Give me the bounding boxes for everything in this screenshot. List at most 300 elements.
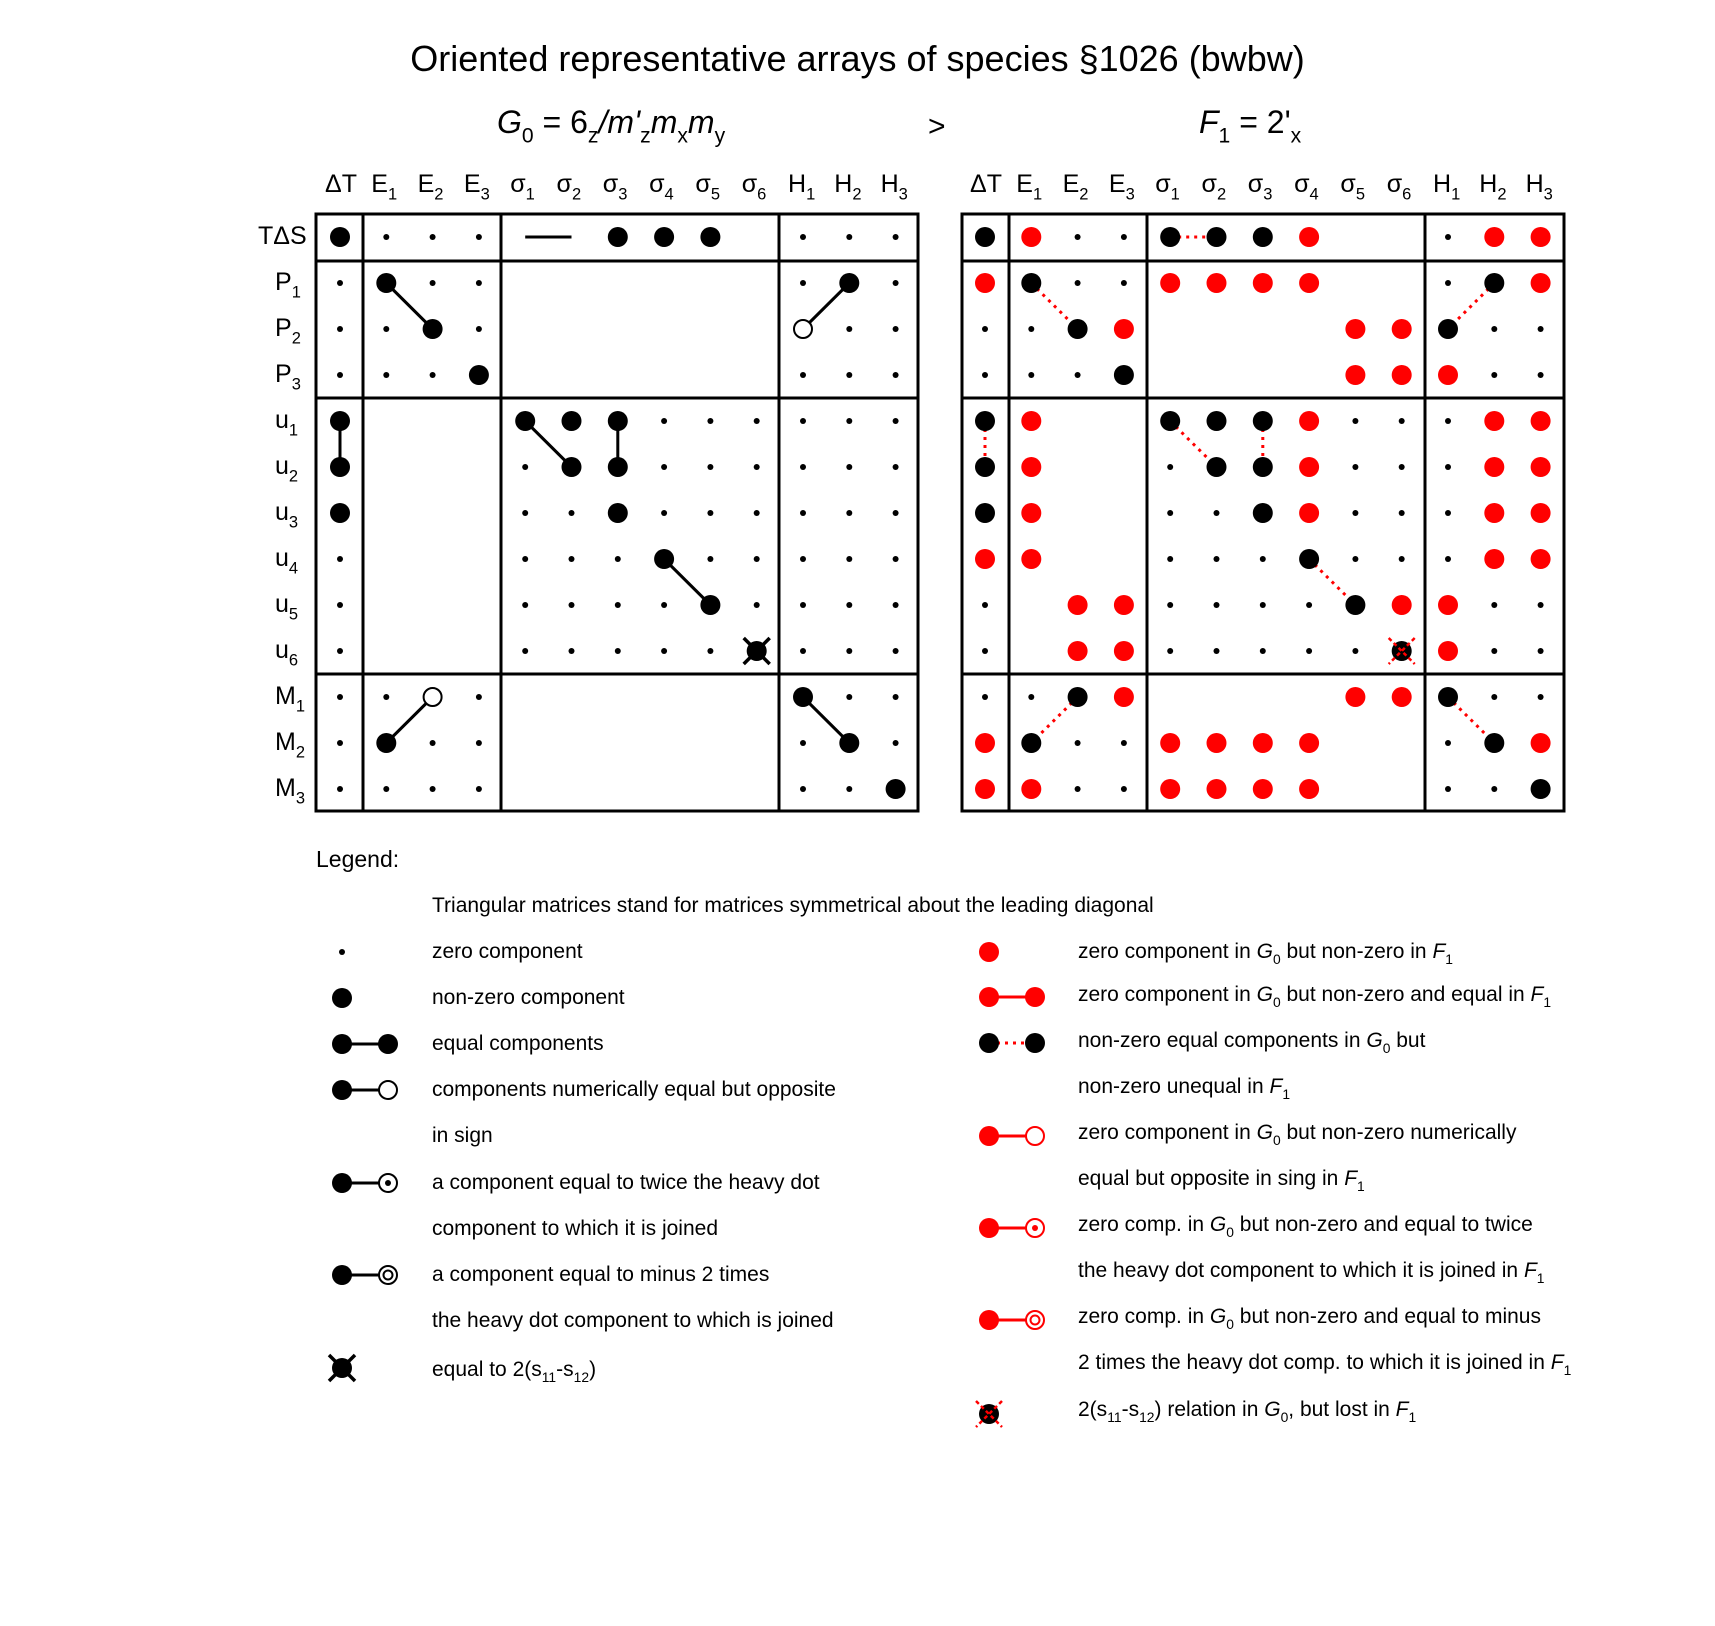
right-cell-7-8 [1352,556,1358,562]
legend-left-5-0: a component equal to minus 2 times [432,1263,770,1286]
left-cell-1-1 [376,273,396,293]
legend-right-5a: zero comp. in $G_0$ but non-zero and equal to twice [1078,1213,1533,1241]
right-cell-11-2 [1075,740,1081,746]
right-cell-6-0 [975,503,995,523]
left-cell-6-6 [608,503,628,523]
right-col-label-6: $\sigma_3$ [1247,170,1273,204]
left-cell-6-7 [661,510,667,516]
right-cell-11-10 [1445,740,1451,746]
right-cell-6-7 [1299,503,1319,523]
left-cell-4-12 [893,418,899,424]
right-cell-12-6 [1253,779,1273,799]
right-cell-10-0 [982,694,988,700]
legend-twice-dot [332,1173,352,1193]
right-cell-6-8 [1352,510,1358,516]
left-cell-12-11 [846,786,852,792]
left-cell-8-6 [615,602,621,608]
left-cell-3-1 [383,372,389,378]
right-cell-6-11 [1484,503,1504,523]
left-cell-5-12 [893,464,899,470]
legend-heavy-dot [332,988,352,1008]
legend-right-6a: zero comp. in $G_0$ but non-zero and equal to minus [1078,1305,1541,1333]
right-cell-10-11 [1491,694,1497,700]
right-cell-7-6 [1260,556,1266,562]
legend-red-equal-dot-b [1025,987,1045,1007]
left-cell-1-0 [337,280,343,286]
legend-red-x-dot [976,1401,1002,1427]
left-cell-12-3 [476,786,482,792]
left-cell-11-12 [893,740,899,746]
row-label-2: $P_2$ [275,314,301,348]
left-cell-11-11 [839,733,859,753]
legend-note: Triangular matrices stand for matrices symmetrical about the leading diagonal [432,894,1154,917]
left-cell-7-8 [707,556,713,562]
left-cell-8-9 [754,602,760,608]
right-cell-9-8 [1352,648,1358,654]
right-cell-7-4 [1167,556,1173,562]
left-cell-2-11 [846,326,852,332]
left-col-label-2: $E_2$ [417,170,444,204]
left-cell-6-9 [754,510,760,516]
right-cell-0-0 [975,227,995,247]
right-cell-7-0 [975,549,995,569]
legend-opposite-ring [379,1081,397,1099]
right-cell-9-4 [1167,648,1173,654]
right-cell-2-9 [1392,319,1412,339]
right-cell-9-7 [1306,648,1312,654]
left-col-label-5: $\sigma_2$ [556,170,582,204]
left-cell-6-10 [800,510,806,516]
left-cell-8-7 [661,602,667,608]
left-cell-12-1 [383,786,389,792]
right-cell-9-5 [1214,648,1220,654]
left-cell-4-8 [707,418,713,424]
left-cell-3-2 [430,372,436,378]
left-col-label-12: $H_3$ [880,170,908,204]
right-cell-9-6 [1260,648,1266,654]
left-cell-7-11 [846,556,852,562]
right-cell-2-3 [1114,319,1134,339]
left-cell-0-2 [430,234,436,240]
legend-red-minus2-ring [1026,1311,1044,1329]
left-heading: $G_0 = 6_z/m'_zm_xm_y$ [497,104,726,148]
right-cell-1-2 [1075,280,1081,286]
right-cell-12-7 [1299,779,1319,799]
left-cell-3-0 [337,372,343,378]
right-col-label-1: $E_1$ [1016,170,1043,204]
right-cell-2-0 [982,326,988,332]
right-cell-3-2 [1075,372,1081,378]
right-cell-7-7 [1299,549,1319,569]
left-cell-11-1 [376,733,396,753]
legend-right-4b: equal but opposite in sing in $F_1$ [1078,1167,1365,1195]
left-cell-10-2 [424,688,442,706]
right-cell-6-4 [1167,510,1173,516]
legend-right-7: $2(s_{11}-s_{12})$ relation in $G_0$, but lost in $F_1$ [1078,1398,1417,1426]
left-col-label-7: $\sigma_4$ [649,170,674,204]
right-cell-2-1 [1028,326,1034,332]
right-cell-6-6 [1253,503,1273,523]
row-label-9: $u_6$ [275,636,299,670]
legend-right-6b: 2 times the heavy dot comp. to which it is joined in $F_1$ [1078,1351,1572,1379]
left-col-label-8: $\sigma_5$ [695,170,721,204]
right-cell-1-7 [1299,273,1319,293]
left-cell-7-0 [337,556,343,562]
legend-left-3-1: in sign [432,1124,493,1147]
legend-red-twice-dot [979,1218,999,1238]
left-cell-7-9 [754,556,760,562]
right-cell-2-8 [1345,319,1365,339]
left-cell-2-1 [383,326,389,332]
right-col-label-0: ΔT [970,170,1002,198]
legend-minus2-dot [332,1265,352,1285]
right-cell-12-10 [1445,786,1451,792]
right-cell-12-1 [1021,779,1041,799]
right-cell-1-11 [1484,273,1504,293]
right-cell-5-0 [975,457,995,477]
right-cell-10-3 [1114,687,1134,707]
right-cell-12-2 [1075,786,1081,792]
left-cell-0-12 [893,234,899,240]
right-cell-10-1 [1028,694,1034,700]
left-col-label-3: $E_3$ [463,170,490,204]
right-cell-0-7 [1299,227,1319,247]
legend-red-opposite-ring [1026,1127,1044,1145]
left-col-label-4: $\sigma_1$ [510,170,535,204]
right-cell-11-6 [1253,733,1273,753]
left-cell-1-11 [839,273,859,293]
right-cell-4-12 [1531,411,1551,431]
right-cell-4-1 [1021,411,1041,431]
right-cell-5-10 [1445,464,1451,470]
right-cell-9-10 [1438,641,1458,661]
right-cell-1-1 [1021,273,1041,293]
left-cell-0-10 [800,234,806,240]
left-cell-5-9 [754,464,760,470]
right-col-label-5: $\sigma_2$ [1201,170,1227,204]
right-cell-12-12 [1531,779,1551,799]
right-cell-0-10 [1445,234,1451,240]
right-cell-3-10 [1438,365,1458,385]
right-cell-1-12 [1531,273,1551,293]
legend-right-1: zero component in $G_0$ but non-zero in $F_1$ [1078,940,1453,968]
left-cell-2-3 [476,326,482,332]
left-col-label-9: $\sigma_6$ [741,170,767,204]
left-cell-5-8 [707,464,713,470]
left-cell-5-10 [800,464,806,470]
left-cell-7-12 [893,556,899,562]
left-cell-7-10 [800,556,806,562]
left-col-label-10: $H_1$ [788,170,816,204]
right-cell-2-11 [1491,326,1497,332]
right-col-label-8: $\sigma_5$ [1340,170,1366,204]
right-cell-3-8 [1345,365,1365,385]
right-cell-12-11 [1491,786,1497,792]
left-cell-5-0 [330,457,350,477]
right-cell-1-6 [1253,273,1273,293]
right-cell-0-3 [1121,234,1127,240]
right-cell-4-10 [1445,418,1451,424]
right-cell-5-5 [1207,457,1227,477]
right-cell-2-2 [1068,319,1088,339]
left-cell-9-7 [661,648,667,654]
right-cell-4-11 [1484,411,1504,431]
legend-twice-ring [379,1174,397,1192]
right-cell-0-5 [1207,227,1227,247]
right-heading: $F_1 = 2'_x$ [1199,104,1302,148]
right-cell-12-0 [975,779,995,799]
legend-left-5-1: the heavy dot component to which is joined [432,1309,834,1332]
right-cell-7-12 [1531,549,1551,569]
row-label-5: $u_2$ [275,452,299,486]
legend-right-3b: non-zero unequal in $F_1$ [1078,1075,1291,1103]
left-cell-6-11 [846,510,852,516]
right-col-label-4: $\sigma_1$ [1155,170,1180,204]
right-cell-11-5 [1207,733,1227,753]
left-cell-4-5 [562,411,582,431]
right-col-label-3: $E_3$ [1108,170,1135,204]
left-cell-5-6 [608,457,628,477]
right-cell-9-2 [1068,641,1088,661]
right-cell-10-10 [1438,687,1458,707]
right-cell-6-10 [1445,510,1451,516]
left-cell-4-6 [608,411,628,431]
right-cell-9-12 [1538,648,1544,654]
left-cell-10-0 [337,694,343,700]
left-cell-7-6 [615,556,621,562]
right-col-label-2: $E_2$ [1062,170,1089,204]
left-cell-9-11 [846,648,852,654]
row-label-8: $u_5$ [275,590,299,624]
right-cell-4-8 [1352,418,1358,424]
right-cell-10-9 [1392,687,1412,707]
left-cell-4-7 [661,418,667,424]
row-label-10: $M_1$ [275,682,306,716]
legend-zero-dot [339,949,345,955]
right-cell-0-6 [1253,227,1273,247]
left-cell-0-6 [608,227,628,247]
row-label-0: TΔS [258,222,307,250]
row-label-3: $P_3$ [275,360,301,394]
right-cell-10-12 [1538,694,1544,700]
legend-equal-dot-b [378,1034,398,1054]
legend-minus2-ring [379,1266,397,1284]
right-cell-3-3 [1114,365,1134,385]
legend-left-2-0: equal components [432,1032,604,1055]
right-cell-6-9 [1399,510,1405,516]
left-cell-1-12 [893,280,899,286]
left-cell-6-0 [330,503,350,523]
right-cell-3-1 [1028,372,1034,378]
left-cell-9-9 [744,638,770,664]
comparison-symbol: > [928,110,946,143]
right-cell-5-11 [1484,457,1504,477]
right-cell-4-4 [1160,411,1180,431]
right-cell-4-5 [1207,411,1227,431]
left-cell-12-12 [886,779,906,799]
left-cell-4-9 [754,418,760,424]
right-cell-8-0 [982,602,988,608]
left-cell-0-0 [330,227,350,247]
legend-x-dot [329,1355,355,1381]
left-cell-8-8 [700,595,720,615]
legend-left-formula: equal to $2(s_{11}-s_{12})$ [432,1358,597,1386]
legend-right-2: zero component in $G_0$ but non-zero and equal in $F_1$ [1078,983,1552,1011]
left-cell-11-0 [337,740,343,746]
left-cell-4-0 [330,411,350,431]
left-col-label-1: $E_1$ [371,170,398,204]
row-label-1: $P_1$ [275,268,301,302]
left-cell-1-3 [476,280,482,286]
right-cell-11-4 [1160,733,1180,753]
left-cell-6-8 [707,510,713,516]
right-cell-8-2 [1068,595,1088,615]
legend-red-minus2-dot [979,1310,999,1330]
legend-dotted-dot-b [1025,1033,1045,1053]
left-cell-0-7 [654,227,674,247]
right-cell-1-4 [1160,273,1180,293]
row-label-12: $M_3$ [275,774,306,808]
right-cell-8-5 [1214,602,1220,608]
left-cell-5-11 [846,464,852,470]
legend-red-equal-dot-a [979,987,999,1007]
left-cell-9-5 [569,648,575,654]
legend-red-twice-ring [1026,1219,1044,1237]
legend-right-4a: zero component in $G_0$ but non-zero numerically [1078,1121,1517,1149]
left-cell-11-3 [476,740,482,746]
legend-dotted-dot-a [979,1033,999,1053]
right-cell-8-9 [1392,595,1412,615]
left-cell-8-12 [893,602,899,608]
left-cell-1-2 [430,280,436,286]
right-cell-8-10 [1438,595,1458,615]
right-cell-3-9 [1392,365,1412,385]
right-cell-4-0 [975,411,995,431]
right-col-label-9: $\sigma_6$ [1386,170,1412,204]
right-cell-8-6 [1260,602,1266,608]
right-cell-6-1 [1021,503,1041,523]
page-title: Oriented representative arrays of species §1026 (bwbw) [410,38,1305,79]
left-cell-3-12 [893,372,899,378]
left-cell-11-10 [800,740,806,746]
legend-red-opposite-dot [979,1126,999,1146]
right-cell-11-7 [1299,733,1319,753]
left-cell-9-10 [800,648,806,654]
left-cell-12-2 [430,786,436,792]
left-cell-2-0 [337,326,343,332]
left-cell-4-4 [515,411,535,431]
left-cell-10-11 [846,694,852,700]
right-cell-3-12 [1538,372,1544,378]
right-cell-1-0 [975,273,995,293]
right-cell-8-3 [1114,595,1134,615]
right-cell-2-12 [1538,326,1544,332]
right-cell-11-12 [1531,733,1551,753]
left-cell-10-10 [793,687,813,707]
right-cell-8-12 [1538,602,1544,608]
left-cell-7-4 [522,556,528,562]
left-cell-2-10 [794,320,812,338]
right-cell-7-10 [1445,556,1451,562]
legend-red-dot [979,942,999,962]
left-cell-9-4 [522,648,528,654]
right-cell-11-3 [1121,740,1127,746]
row-label-6: $u_3$ [275,498,299,532]
right-cell-5-9 [1399,464,1405,470]
right-cell-8-8 [1345,595,1365,615]
left-col-label-6: $\sigma_3$ [602,170,628,204]
legend-heading: Legend: [316,846,400,872]
right-cell-6-5 [1214,510,1220,516]
right-cell-1-10 [1445,280,1451,286]
legend-left-3-0: components numerically equal but opposite [432,1078,836,1101]
left-cell-4-10 [800,418,806,424]
left-cell-8-0 [337,602,343,608]
left-cell-10-3 [476,694,482,700]
left-cell-6-5 [569,510,575,516]
left-col-label-11: $H_2$ [834,170,862,204]
left-cell-6-12 [893,510,899,516]
left-cell-6-4 [522,510,528,516]
right-cell-5-7 [1299,457,1319,477]
right-cell-3-0 [982,372,988,378]
right-cell-7-9 [1399,556,1405,562]
left-cell-1-10 [800,280,806,286]
right-cell-4-6 [1253,411,1273,431]
right-cell-11-1 [1021,733,1041,753]
left-cell-3-10 [800,372,806,378]
right-cell-12-3 [1121,786,1127,792]
right-cell-1-3 [1121,280,1127,286]
left-cell-0-1 [383,234,389,240]
left-cell-2-12 [893,326,899,332]
left-cell-7-5 [569,556,575,562]
right-col-label-7: $\sigma_4$ [1294,170,1319,204]
left-cell-3-3 [469,365,489,385]
row-label-4: $u_1$ [275,406,299,440]
right-cell-10-8 [1345,687,1365,707]
left-cell-12-10 [800,786,806,792]
right-cell-11-11 [1484,733,1504,753]
right-cell-8-11 [1491,602,1497,608]
left-cell-8-10 [800,602,806,608]
right-cell-4-7 [1299,411,1319,431]
right-cell-6-12 [1531,503,1551,523]
right-cell-4-9 [1399,418,1405,424]
right-col-label-11: $H_2$ [1479,170,1507,204]
row-label-11: $M_2$ [275,728,306,762]
right-cell-7-1 [1021,549,1041,569]
right-cell-0-12 [1531,227,1551,247]
right-col-label-12: $H_3$ [1525,170,1553,204]
right-cell-9-11 [1491,648,1497,654]
right-cell-0-4 [1160,227,1180,247]
right-cell-8-7 [1306,602,1312,608]
right-cell-5-12 [1531,457,1551,477]
left-cell-5-4 [522,464,528,470]
left-cell-9-8 [707,648,713,654]
right-cell-2-10 [1438,319,1458,339]
legend-left-0-0: zero component [432,940,583,963]
right-matrix [962,214,1564,811]
right-col-label-10: $H_1$ [1433,170,1461,204]
right-cell-10-2 [1068,687,1088,707]
left-cell-4-11 [846,418,852,424]
right-cell-0-2 [1075,234,1081,240]
legend-opposite-dot [332,1080,352,1100]
left-cell-9-12 [893,648,899,654]
left-cell-7-7 [654,549,674,569]
